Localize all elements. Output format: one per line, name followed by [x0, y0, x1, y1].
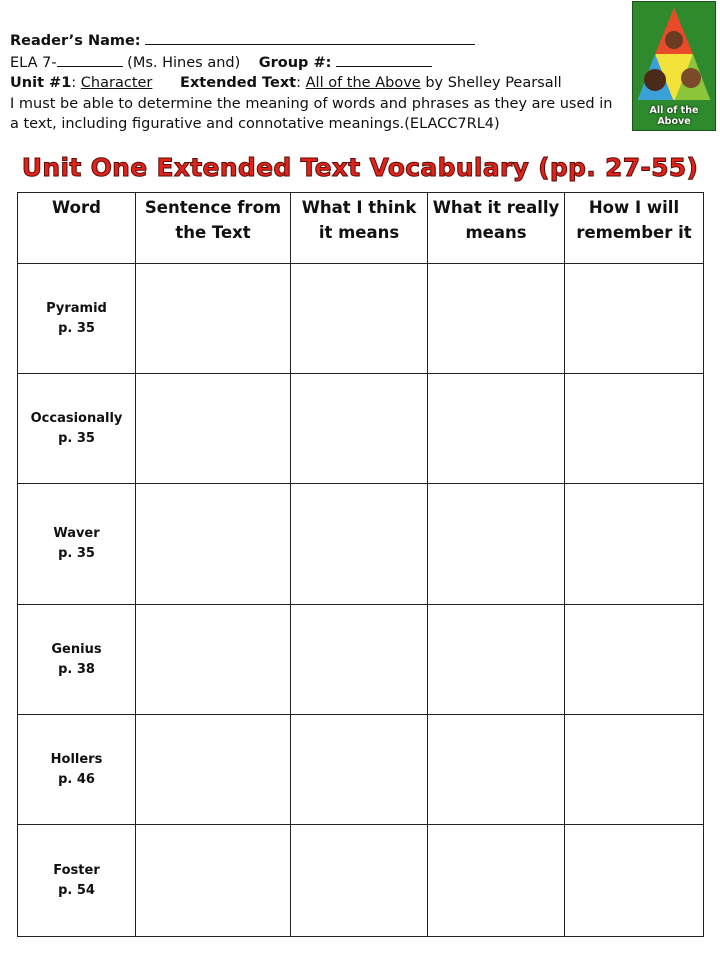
word-cell [18, 374, 136, 484]
unit-line: Unit #1: Character Extended Text: All of the Above by Shelley Pearsall [10, 75, 562, 91]
remember-cell[interactable] [565, 825, 704, 937]
column-header-really: What it really means [428, 193, 565, 264]
think-cell[interactable] [291, 484, 428, 605]
column-header-think: What I think it means [291, 193, 428, 264]
vocabulary-table [17, 192, 704, 937]
really-cell[interactable] [428, 715, 565, 825]
think-cell[interactable] [291, 825, 428, 937]
table-header-row [18, 193, 704, 264]
think-cell[interactable] [291, 374, 428, 484]
really-cell[interactable] [428, 825, 565, 937]
sentence-cell[interactable] [136, 264, 291, 374]
remember-cell[interactable] [565, 374, 704, 484]
vocab-word: Pyramid [46, 300, 107, 316]
remember-cell[interactable] [565, 484, 704, 605]
word-cell [18, 605, 136, 715]
really-cell[interactable] [428, 264, 565, 374]
extended-text-title: All of the Above [305, 75, 421, 91]
think-cell[interactable] [291, 605, 428, 715]
sentence-cell[interactable] [136, 374, 291, 484]
table-row [18, 825, 704, 937]
readers-name-blank[interactable] [145, 30, 475, 45]
page-ref: p. 35 [58, 546, 95, 561]
readers-name-label: Reader’s Name: [10, 33, 141, 49]
vocab-word: Foster [53, 862, 100, 878]
sentence-cell[interactable] [136, 605, 291, 715]
unit-label: Unit #1 [10, 75, 72, 91]
column-header-remember: How I will remember it [565, 193, 704, 264]
page-ref: p. 35 [58, 320, 95, 336]
think-cell[interactable] [291, 715, 428, 825]
word-cell [18, 264, 136, 374]
vocab-word: Hollers [50, 751, 103, 767]
group-label: Group #: [258, 54, 332, 71]
worksheet-header [10, 30, 622, 135]
unit-value: Character [80, 75, 153, 91]
table-row [18, 715, 704, 825]
author-text: by Shelley Pearsall [425, 75, 562, 91]
remember-cell[interactable] [565, 715, 704, 825]
page-ref: p. 35 [58, 430, 95, 446]
ela-period-blank[interactable] [57, 52, 123, 67]
readers-name-line [10, 30, 622, 52]
table-row [18, 374, 704, 484]
page-title: Unit One Extended Text Vocabulary (pp. 27-55) [21, 153, 699, 182]
table-row [18, 264, 704, 374]
class-line [10, 52, 622, 74]
think-cell[interactable] [291, 264, 428, 374]
sentence-cell[interactable] [136, 484, 291, 605]
vocab-word: Occasionally [30, 410, 123, 426]
really-cell[interactable] [428, 605, 565, 715]
extended-text-label: Extended Text [180, 75, 297, 91]
really-cell[interactable] [428, 374, 565, 484]
page-ref: p. 46 [58, 771, 95, 787]
table-row [18, 484, 704, 605]
word-cell [18, 825, 136, 937]
word-cell [18, 715, 136, 825]
remember-cell[interactable] [565, 264, 704, 374]
really-cell[interactable] [428, 484, 565, 605]
word-cell [18, 484, 136, 605]
table-row [18, 605, 704, 715]
sentence-cell[interactable] [136, 715, 291, 825]
group-blank[interactable] [336, 52, 432, 67]
standard-text: I must be able to determine the meaning of words and phrases as they are used in a text, including figurative and connotative meanings.(ELACC7RL4) [10, 95, 613, 132]
class-note: (Ms. Hines and) [127, 54, 241, 71]
vocab-word: Waver [53, 526, 100, 541]
book-cover-image [632, 1, 716, 131]
page-ref: p. 54 [58, 882, 95, 898]
vocab-word: Genius [51, 641, 102, 657]
remember-cell[interactable] [565, 605, 704, 715]
ela-prefix: ELA 7- [10, 54, 57, 71]
column-header-sentence: Sentence from the Text [136, 193, 291, 264]
sentence-cell[interactable] [136, 825, 291, 937]
book-cover-title: All of the Above [649, 105, 699, 127]
page-ref: p. 38 [58, 661, 95, 677]
column-header-word: Word [18, 193, 136, 264]
